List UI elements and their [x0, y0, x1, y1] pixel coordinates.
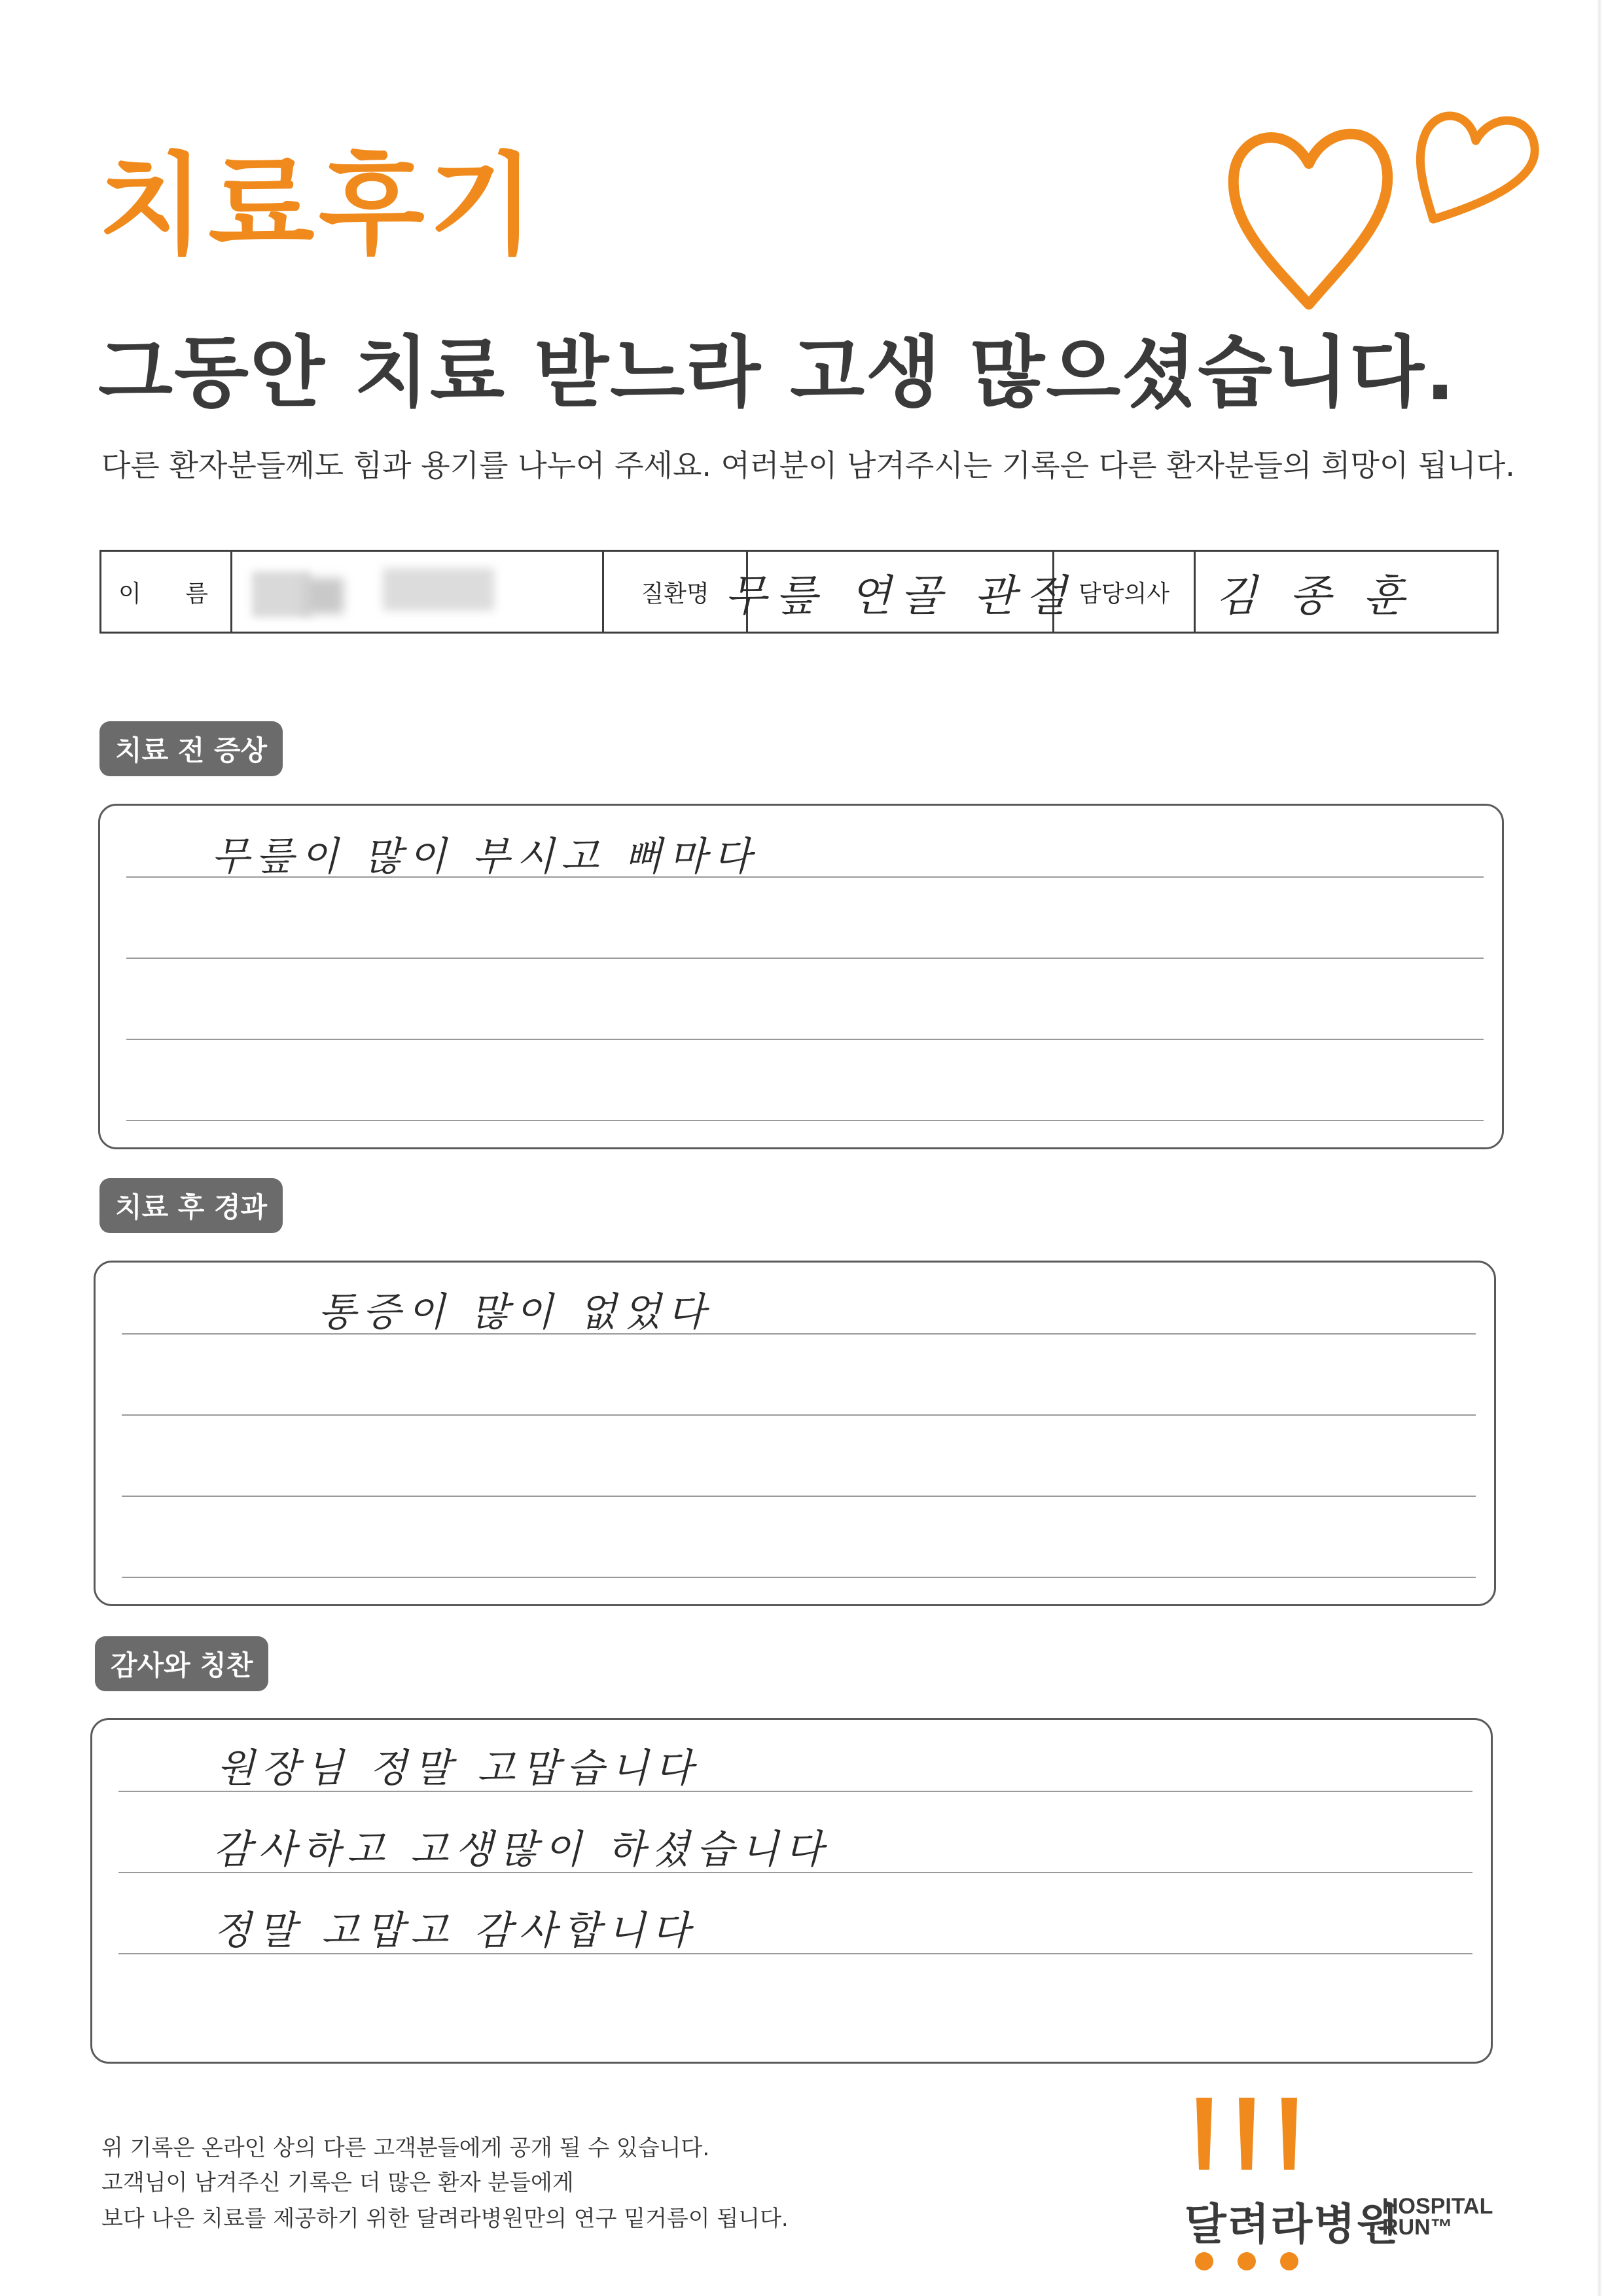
name-label: 이 름	[101, 552, 232, 632]
section-label-thanks: 감사와 칭찬	[95, 1636, 268, 1691]
before-symptoms-box	[98, 804, 1504, 1149]
thanks-praise-box	[90, 1718, 1493, 2064]
before-line-1: 무릎이 많이 부시고 뻐마다	[211, 834, 758, 880]
thanks-line-2: 감사하고 고생많이 하셨습니다	[213, 1827, 830, 1873]
footer-note-2: 고객님이 남겨주신 기록은 더 많은 환자 분들에게	[101, 2170, 574, 2196]
page-title: 치료후기	[98, 141, 539, 270]
section-label-after: 치료 후 경과	[99, 1178, 283, 1233]
after-progress-box	[94, 1261, 1496, 1606]
headline: 그동안 치료 받느라 고생 많으셨습니다.	[98, 327, 1456, 418]
name-field-redacted	[232, 552, 604, 632]
subline: 다른 환자분들께도 힘과 용기를 나누어 주세요. 여러분이 남겨주시는 기록은 다른 환자분들의 희망이 됩니다.	[101, 448, 1515, 483]
logo-name: 달려라병원	[1185, 2199, 1400, 2250]
after-line-1: 통증이 많이 없었다	[318, 1289, 712, 1335]
footer-note-1: 위 기록은 온라인 상의 다른 고객분들에게 공개 될 수 있습니다.	[101, 2135, 710, 2161]
thanks-line-3: 정말 고맙고 감사합니다	[213, 1908, 696, 1954]
doctor-label: 담당의사	[1054, 552, 1196, 632]
doctor-value: 김 종 훈	[1215, 570, 1414, 621]
disease-label: 질환명	[604, 552, 748, 632]
doctor-field	[1196, 552, 1497, 632]
patient-info-table	[99, 550, 1499, 634]
disease-field	[724, 552, 1076, 632]
thanks-line-1: 원장님 정말 고맙습니다	[217, 1746, 700, 1791]
hearts-icon	[1217, 85, 1558, 334]
section-label-before: 치료 전 증상	[99, 721, 283, 776]
footer-note-3: 보다 나은 치료를 제공하기 위한 달려라병원만의 연구 밑거름이 됩니다.	[101, 2206, 789, 2232]
scan-edge	[1597, 0, 1602, 2296]
logo-subtitle: HOSPITAL RUN™	[1382, 2194, 1493, 2240]
disease-value: 무릎 연골 관절	[724, 570, 1076, 621]
hospital-logo	[1178, 2098, 1518, 2294]
